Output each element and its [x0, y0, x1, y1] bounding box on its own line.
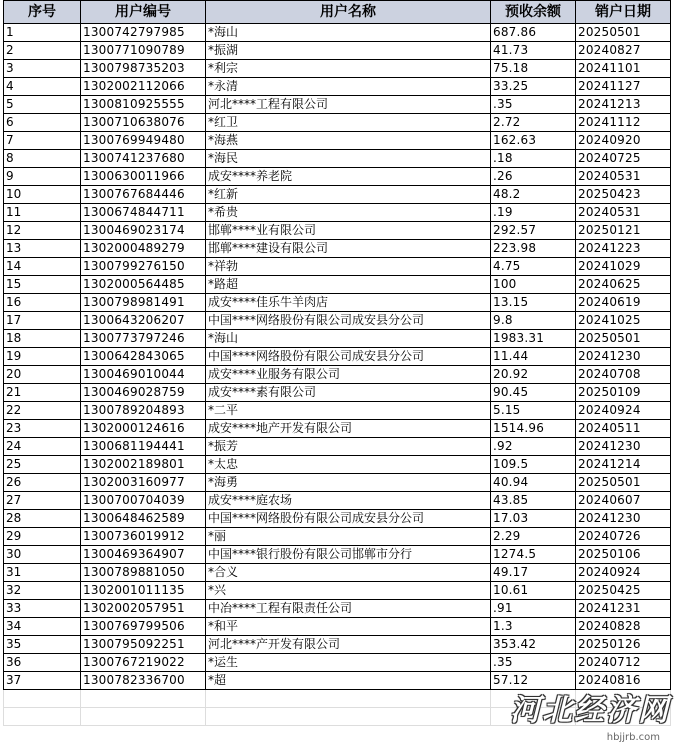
cell-balance: 17.03	[491, 510, 576, 528]
cell-balance: .35	[491, 96, 576, 114]
cell-balance: 75.18	[491, 60, 576, 78]
cell-user-id: 1302002112066	[81, 78, 206, 96]
cell-balance: 43.85	[491, 492, 576, 510]
cell-user-name: *海勇	[206, 474, 491, 492]
cell-user-name: *利宗	[206, 60, 491, 78]
cell-balance: 20.92	[491, 366, 576, 384]
cell-user-name: *海山	[206, 330, 491, 348]
header-user-name: 用户名称	[206, 1, 491, 24]
cell-balance: 57.12	[491, 672, 576, 690]
table-row	[4, 312, 671, 330]
cell-close-date: 20240531	[576, 204, 671, 222]
cell-index: 11	[4, 204, 81, 222]
cell-user-name: *路超	[206, 276, 491, 294]
cell-close-date: 20240920	[576, 132, 671, 150]
cell-index: 37	[4, 672, 81, 690]
table-row	[4, 384, 671, 402]
cell-index: 25	[4, 456, 81, 474]
cell-close-date: 20240827	[576, 42, 671, 60]
cell-index: 22	[4, 402, 81, 420]
cell-close-date: 20250126	[576, 636, 671, 654]
cell-close-date: 20240708	[576, 366, 671, 384]
table-row	[4, 78, 671, 96]
cell-balance: .26	[491, 168, 576, 186]
cell-user-name: 河北****产开发有限公司	[206, 636, 491, 654]
cell-user-name: 河北****工程有限公司	[206, 96, 491, 114]
cell-user-id: 1300710638076	[81, 114, 206, 132]
cell-close-date: 20241223	[576, 240, 671, 258]
table-row	[4, 42, 671, 60]
cell-close-date: 20241025	[576, 312, 671, 330]
cell-index: 4	[4, 78, 81, 96]
cell-balance: 10.61	[491, 582, 576, 600]
table-row	[4, 438, 671, 456]
cell-user-name: *太忠	[206, 456, 491, 474]
cell-close-date: 20241127	[576, 78, 671, 96]
cell-user-name: 邯郸****业有限公司	[206, 222, 491, 240]
cell-user-id: 1302000564485	[81, 276, 206, 294]
cell-user-id: 1300767684446	[81, 186, 206, 204]
cell-user-name: *希贵	[206, 204, 491, 222]
cell-index: 6	[4, 114, 81, 132]
cell-balance: .91	[491, 600, 576, 618]
cell-close-date: 20240511	[576, 420, 671, 438]
cell-index: 12	[4, 222, 81, 240]
cell-balance: 687.86	[491, 24, 576, 42]
cell-user-id: 1300469010044	[81, 366, 206, 384]
cell-close-date: 20240924	[576, 564, 671, 582]
empty-cell	[4, 708, 81, 726]
cell-user-name: 成安****佳乐牛羊肉店	[206, 294, 491, 312]
empty-cell	[4, 690, 81, 708]
cell-balance: 13.15	[491, 294, 576, 312]
cell-balance: 33.25	[491, 78, 576, 96]
cell-index: 10	[4, 186, 81, 204]
cell-user-name: *兴	[206, 582, 491, 600]
cell-balance: 11.44	[491, 348, 576, 366]
header-balance: 预收余额	[491, 1, 576, 24]
cell-user-name: *二平	[206, 402, 491, 420]
cell-close-date: 20240619	[576, 294, 671, 312]
cell-user-name: *运生	[206, 654, 491, 672]
table-row	[4, 654, 671, 672]
cell-user-id: 1300789881050	[81, 564, 206, 582]
cell-user-id: 1302002057951	[81, 600, 206, 618]
table-row	[4, 186, 671, 204]
cell-index: 28	[4, 510, 81, 528]
cell-balance: 1274.5	[491, 546, 576, 564]
table-row	[4, 402, 671, 420]
cell-user-id: 1300742797985	[81, 24, 206, 42]
cell-user-name: 中国****银行股份有限公司邯郸市分行	[206, 546, 491, 564]
cell-close-date: 20240625	[576, 276, 671, 294]
table-row	[4, 474, 671, 492]
cell-index: 1	[4, 24, 81, 42]
cell-user-id: 1300469028759	[81, 384, 206, 402]
table-row	[4, 528, 671, 546]
cell-index: 32	[4, 582, 81, 600]
cell-user-id: 1300630011966	[81, 168, 206, 186]
cell-user-name: 中国****网络股份有限公司成安县分公司	[206, 510, 491, 528]
cell-index: 27	[4, 492, 81, 510]
cell-user-id: 1300799276150	[81, 258, 206, 276]
cell-user-name: *海燕	[206, 132, 491, 150]
cell-user-name: *永清	[206, 78, 491, 96]
cell-user-name: *超	[206, 672, 491, 690]
watermark-logo: 河北经济网	[510, 693, 670, 728]
cell-user-id: 1300798981491	[81, 294, 206, 312]
cell-balance: .18	[491, 150, 576, 168]
cell-balance: 2.29	[491, 528, 576, 546]
table-row	[4, 294, 671, 312]
cell-close-date: 20240712	[576, 654, 671, 672]
cell-close-date: 20240726	[576, 528, 671, 546]
cell-user-name: 成安****庭农场	[206, 492, 491, 510]
cell-balance: 292.57	[491, 222, 576, 240]
cell-user-id: 1300736019912	[81, 528, 206, 546]
cell-close-date: 20250501	[576, 24, 671, 42]
cell-balance: 1983.31	[491, 330, 576, 348]
table-row	[4, 96, 671, 114]
cell-index: 15	[4, 276, 81, 294]
cell-balance: 90.45	[491, 384, 576, 402]
table-row	[4, 618, 671, 636]
cell-user-id: 1302003160977	[81, 474, 206, 492]
cell-user-id: 1300769949480	[81, 132, 206, 150]
cell-balance: 5.15	[491, 402, 576, 420]
cell-close-date: 20240924	[576, 402, 671, 420]
cell-close-date: 20240607	[576, 492, 671, 510]
cell-index: 9	[4, 168, 81, 186]
cell-user-name: *振芳	[206, 438, 491, 456]
cell-balance: 2.72	[491, 114, 576, 132]
cell-user-name: 中国****网络股份有限公司成安县分公司	[206, 348, 491, 366]
cell-balance: 1514.96	[491, 420, 576, 438]
cell-user-name: 成安****地产开发有限公司	[206, 420, 491, 438]
cell-balance: 41.73	[491, 42, 576, 60]
cell-index: 18	[4, 330, 81, 348]
cell-user-id: 1300771090789	[81, 42, 206, 60]
header-row	[4, 1, 671, 24]
cell-index: 30	[4, 546, 81, 564]
table-row	[4, 240, 671, 258]
table-row	[4, 366, 671, 384]
cell-user-id: 1300769799506	[81, 618, 206, 636]
cell-user-id: 1300681194441	[81, 438, 206, 456]
cell-close-date: 20240816	[576, 672, 671, 690]
cell-user-id: 1300643206207	[81, 312, 206, 330]
cell-balance: 49.17	[491, 564, 576, 582]
cell-close-date: 20250121	[576, 222, 671, 240]
cell-user-id: 1302000489279	[81, 240, 206, 258]
cell-user-id: 1300810925555	[81, 96, 206, 114]
cell-index: 34	[4, 618, 81, 636]
cell-user-id: 1300674844711	[81, 204, 206, 222]
cell-close-date: 20250109	[576, 384, 671, 402]
cell-user-id: 1300642843065	[81, 348, 206, 366]
cell-balance: 1.3	[491, 618, 576, 636]
cell-user-id: 1300469023174	[81, 222, 206, 240]
table-row	[4, 168, 671, 186]
watermark-url: hbjjrb.com	[606, 732, 660, 743]
empty-cell	[206, 708, 491, 726]
cell-index: 14	[4, 258, 81, 276]
cell-balance: 48.2	[491, 186, 576, 204]
cell-index: 8	[4, 150, 81, 168]
table-row	[4, 222, 671, 240]
cell-user-id: 1300795092251	[81, 636, 206, 654]
table-row	[4, 24, 671, 42]
cell-user-id: 1302000124616	[81, 420, 206, 438]
table-row	[4, 564, 671, 582]
cell-balance: 9.8	[491, 312, 576, 330]
cell-index: 20	[4, 366, 81, 384]
cell-balance: 162.63	[491, 132, 576, 150]
table-row	[4, 150, 671, 168]
cell-user-name: 中冶****工程有限责任公司	[206, 600, 491, 618]
cell-user-name: 成安****业服务有限公司	[206, 366, 491, 384]
cell-close-date: 20241230	[576, 348, 671, 366]
table-row	[4, 492, 671, 510]
cell-index: 3	[4, 60, 81, 78]
table-row	[4, 330, 671, 348]
table-row	[4, 114, 671, 132]
cell-index: 24	[4, 438, 81, 456]
cell-user-id: 1300798735203	[81, 60, 206, 78]
cell-user-id: 1300469364907	[81, 546, 206, 564]
cell-index: 35	[4, 636, 81, 654]
cell-index: 2	[4, 42, 81, 60]
cell-index: 26	[4, 474, 81, 492]
table-row	[4, 132, 671, 150]
cell-index: 5	[4, 96, 81, 114]
table-row	[4, 600, 671, 618]
cell-balance: 40.94	[491, 474, 576, 492]
cell-user-id: 1300782336700	[81, 672, 206, 690]
cell-index: 19	[4, 348, 81, 366]
cell-close-date: 20241213	[576, 96, 671, 114]
cell-balance: 223.98	[491, 240, 576, 258]
empty-cell	[81, 708, 206, 726]
table-row	[4, 636, 671, 654]
cell-index: 7	[4, 132, 81, 150]
table-row	[4, 348, 671, 366]
cell-balance: 109.5	[491, 456, 576, 474]
cell-user-id: 1300789204893	[81, 402, 206, 420]
cell-user-id: 1300741237680	[81, 150, 206, 168]
cell-balance: .92	[491, 438, 576, 456]
cell-user-name: *海山	[206, 24, 491, 42]
empty-cell	[81, 690, 206, 708]
cell-index: 16	[4, 294, 81, 312]
cell-user-name: *丽	[206, 528, 491, 546]
table-row	[4, 420, 671, 438]
table-row	[4, 582, 671, 600]
cell-close-date: 20250106	[576, 546, 671, 564]
header-close-date: 销户日期	[576, 1, 671, 24]
cell-index: 17	[4, 312, 81, 330]
cell-close-date: 20241231	[576, 600, 671, 618]
cell-close-date: 20250423	[576, 186, 671, 204]
cell-balance: .35	[491, 654, 576, 672]
cell-close-date: 20250501	[576, 330, 671, 348]
cell-user-id: 1300700704039	[81, 492, 206, 510]
table-row	[4, 276, 671, 294]
cell-close-date: 20241112	[576, 114, 671, 132]
cell-index: 31	[4, 564, 81, 582]
cell-close-date: 20250425	[576, 582, 671, 600]
cell-balance: 353.42	[491, 636, 576, 654]
cell-user-id: 1300767219022	[81, 654, 206, 672]
cell-index: 21	[4, 384, 81, 402]
cell-index: 13	[4, 240, 81, 258]
cell-close-date: 20241029	[576, 258, 671, 276]
cell-close-date: 20250501	[576, 474, 671, 492]
cell-user-name: *合义	[206, 564, 491, 582]
cell-balance: .19	[491, 204, 576, 222]
table-row	[4, 546, 671, 564]
cell-index: 29	[4, 528, 81, 546]
cell-close-date: 20241101	[576, 60, 671, 78]
cell-close-date: 20240725	[576, 150, 671, 168]
cell-user-name: *海民	[206, 150, 491, 168]
cell-balance: 100	[491, 276, 576, 294]
cell-user-name: *和平	[206, 618, 491, 636]
cell-user-name: 成安****养老院	[206, 168, 491, 186]
cell-close-date: 20241230	[576, 438, 671, 456]
cell-close-date: 20241230	[576, 510, 671, 528]
header-index: 序号	[4, 1, 81, 24]
cell-user-name: *红卫	[206, 114, 491, 132]
cell-user-id: 1300773797246	[81, 330, 206, 348]
cell-index: 33	[4, 600, 81, 618]
cell-user-id: 1300648462589	[81, 510, 206, 528]
cell-index: 23	[4, 420, 81, 438]
cell-close-date: 20240531	[576, 168, 671, 186]
table-row	[4, 258, 671, 276]
header-user-id: 用户编号	[81, 1, 206, 24]
cell-user-name: *红新	[206, 186, 491, 204]
cell-user-name: 成安****素有限公司	[206, 384, 491, 402]
data-table	[3, 0, 671, 726]
cell-close-date: 20240828	[576, 618, 671, 636]
table-row	[4, 456, 671, 474]
cell-user-id: 1302001011135	[81, 582, 206, 600]
cell-user-name: 邯郸****建设有限公司	[206, 240, 491, 258]
cell-user-name: *祥勃	[206, 258, 491, 276]
cell-user-id: 1302002189801	[81, 456, 206, 474]
table-row	[4, 204, 671, 222]
empty-cell	[206, 690, 491, 708]
cell-user-name: 中国****网络股份有限公司成安县分公司	[206, 312, 491, 330]
cell-balance: 4.75	[491, 258, 576, 276]
table-row	[4, 60, 671, 78]
cell-user-name: *振湖	[206, 42, 491, 60]
cell-index: 36	[4, 654, 81, 672]
table-row	[4, 510, 671, 528]
cell-close-date: 20241214	[576, 456, 671, 474]
